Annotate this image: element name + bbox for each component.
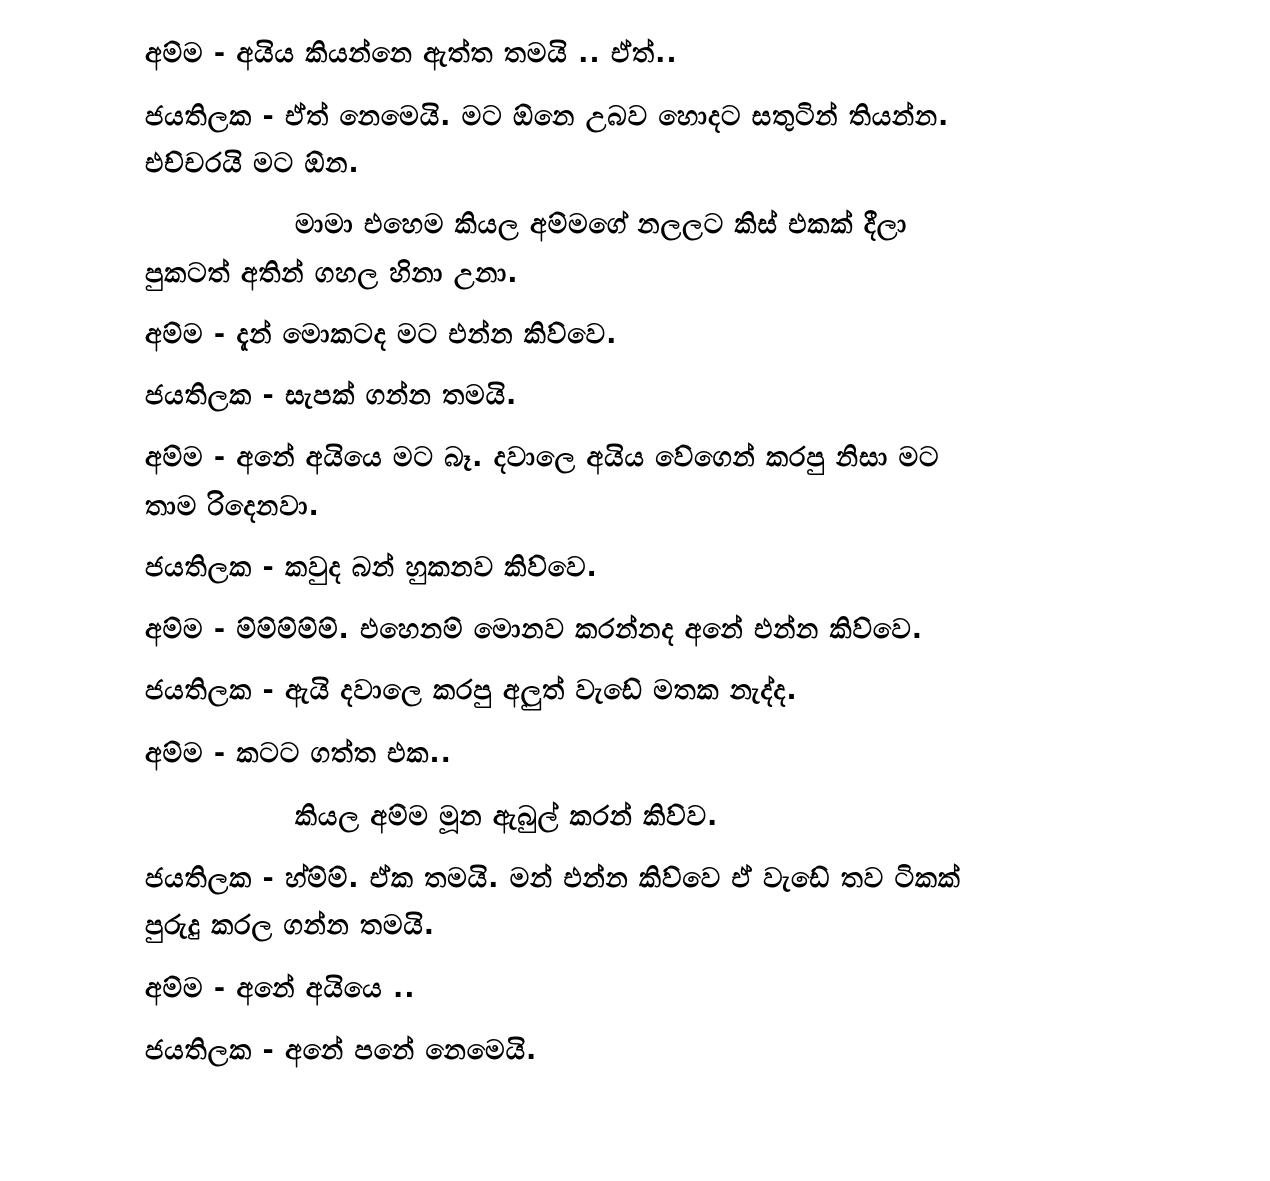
text-line: ජයතිලක - ඇයි දවාලෙ කරපු අලුත් වැඩේ මතක නැද්ද. <box>145 675 798 706</box>
text-line: ජයතිලක - කවුද බන් හුකනව කිව්වෙ. <box>145 552 598 583</box>
text-line: ජයතිලක - ඒත් නෙමෙයි. මට ඕනෙ උබව හොදට සතුටින් තියන්න. <box>145 101 950 132</box>
text-line: ජයතිලක - හ්ම්ම්. ඒක තමයි. මන් එන්න කිව්වෙ ඒ වැඩේ තව ටිකක් <box>145 863 961 894</box>
text-line: තාම රිදෙනවා. <box>145 491 320 522</box>
text-line: අම්ම - අනේ අයියෙ මට බෑ. දවාලෙ අයිය වේගෙන් කරපු නිසා මට <box>145 442 940 473</box>
text-line: ජයතිලක - අනේ පනේ නෙමෙයි. <box>145 1035 538 1066</box>
text-line: පුකටත් අතින් ගහල හිනා උනා. <box>145 258 519 289</box>
text-line: අම්ම - අයිය කියන්නෙ ඇත්ත තමයි .. ඒත්.. <box>145 38 678 69</box>
text-line: අම්ම - දැන් මොකටද මට එන්න කිව්වෙ. <box>145 319 618 350</box>
text-line: අම්ම - අනේ අයියෙ .. <box>145 973 416 1004</box>
text-line: අම්ම - ම්ම්ම්ම්ම්. එහෙනම් මොනව කරන්නද අනේ එන්න කිව්වෙ. <box>145 614 923 645</box>
text-line: මාමා එහෙම කියල අම්මගේ නලලට කිස් එකක් දීලා <box>295 209 908 240</box>
text-line: එච්චරයි මට ඕන. <box>145 148 360 179</box>
text-line: ජයතිලක - සැපක් ගන්න තමයි. <box>145 380 518 411</box>
text-line: අම්ම - කටට ගත්ත එක.. <box>145 738 452 769</box>
text-line: පුරුදු කරල ගන්න තමයි. <box>145 910 436 941</box>
text-line: කියල අම්ම මූන ඇබුල් කරන් කිව්ව. <box>295 801 719 832</box>
